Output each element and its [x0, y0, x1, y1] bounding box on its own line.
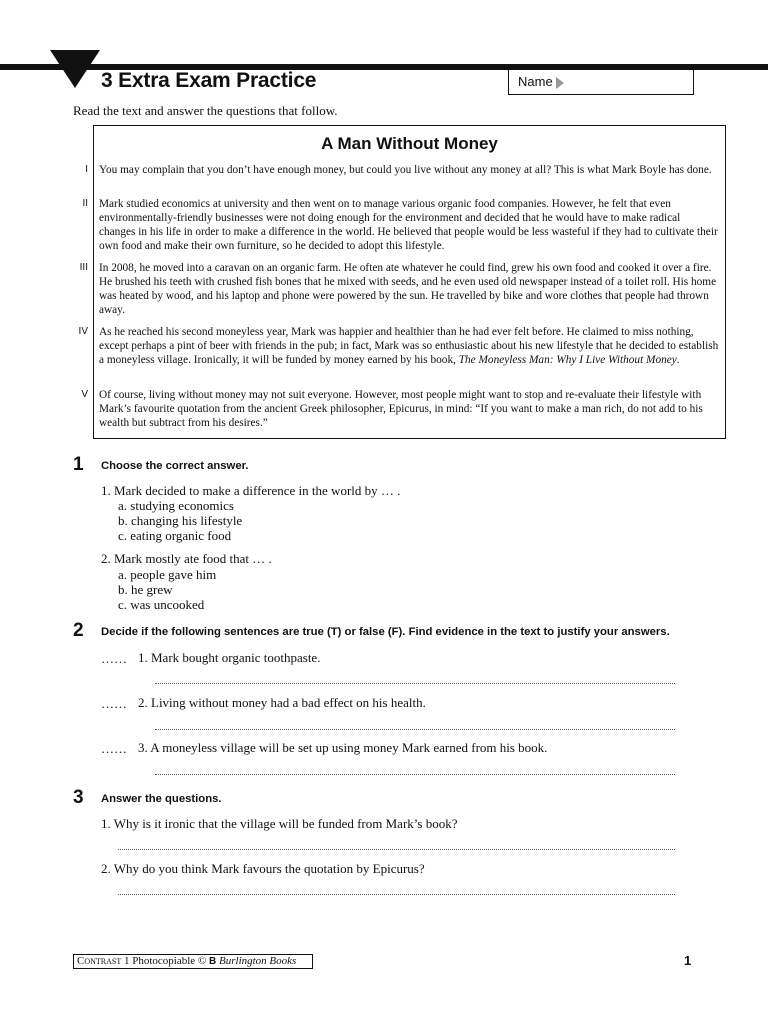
- paragraph-number: I: [85, 164, 88, 175]
- question-text: 1. Why is it ironic that the village will be funded from Mark’s book?: [101, 816, 458, 831]
- paragraph-text: [99, 325, 719, 367]
- answer-option[interactable]: c. was uncooked: [118, 597, 205, 612]
- answer-line[interactable]: [118, 894, 675, 895]
- page-title: 3 Extra Exam Practice: [101, 69, 317, 92]
- publisher-name: Burlington Books: [219, 955, 297, 967]
- sentence-end: .: [676, 354, 680, 366]
- paragraph-text: Mark studied economics at university and then went on to manage various organic food companies. However, he felt that even environmentally-friendly businesses were not doing enough for the environment and decided that he would have to make radical changes in his life in order to make a difference in the world. He believed that people would be less wasteful if they had to cultivate their own food and make their own furniture, so he decided to adopt this lifestyle.: [99, 198, 718, 252]
- answer-option[interactable]: a. people gave him: [118, 567, 217, 582]
- question-text: 2. Mark mostly ate food that … .: [101, 551, 272, 566]
- paragraph-number: II: [82, 198, 88, 209]
- photocopiable-text: Photocopiable ©: [132, 955, 207, 967]
- true-false-blank[interactable]: ……: [101, 696, 127, 711]
- page-number: 1: [684, 953, 692, 968]
- answer-line[interactable]: [155, 729, 675, 730]
- statement-text: 2. Living without money had a bad effect on his health.: [138, 695, 426, 710]
- publisher-logo-icon: B: [209, 956, 217, 967]
- book-title: The Moneyless Man: Why I Live Without Money: [458, 354, 677, 366]
- arrow-right-icon: [556, 77, 564, 89]
- statement-text: 3. A moneyless village will be set up using money Mark earned from his book.: [138, 740, 548, 755]
- instructions-text: Read the text and answer the questions that follow.: [73, 103, 338, 118]
- answer-option[interactable]: c. eating organic food: [118, 528, 232, 543]
- question-text: 2. Why do you think Mark favours the quotation by Epicurus?: [101, 861, 425, 876]
- statement-text: 1. Mark bought organic toothpaste.: [138, 650, 321, 665]
- paragraph-number: III: [79, 262, 88, 273]
- question-text: 1. Mark decided to make a difference in the world by … .: [101, 483, 401, 498]
- answer-option[interactable]: a. studying economics: [118, 498, 234, 513]
- corner-triangle-icon: [50, 50, 100, 88]
- paragraph-text: Of course, living without money may not suit everyone. However, most people might want to stop and re-evaluate their lifestyle with Mark’s favourite quotation from the ancient Greek philosopher, Epicurus, in mind: “If you want to make a man rich, do not add to his wealth but subtract from his desires.”: [99, 389, 703, 429]
- exercise-number: 1: [73, 454, 84, 475]
- exercise-instruction: Decide if the following sentences are true (T) or false (F). Find evidence in the text to justify your answers.: [101, 626, 670, 638]
- exercise-number: 2: [73, 620, 84, 641]
- paragraph-body: As he reached his second moneyless year, Mark was happier and healthier than he had ever felt before. He claimed to miss nothing, except perhaps a pint of beer with friends in the pub; in fact, Mark was so enthusiastic about his new lifestyle that he decided to establish a moneyless village. Ironically, it will be funded by money earned by his book,: [99, 326, 719, 366]
- exercise-number: 3: [73, 787, 84, 808]
- exercise-instruction: Choose the correct answer.: [101, 460, 249, 472]
- name-label: Name: [518, 74, 553, 89]
- answer-line[interactable]: [118, 849, 675, 850]
- footer-copyright: [73, 954, 313, 969]
- reading-title: A Man Without Money: [321, 134, 498, 153]
- paragraph-number: IV: [78, 326, 88, 337]
- answer-line[interactable]: [155, 683, 675, 684]
- answer-option[interactable]: b. changing his lifestyle: [118, 513, 243, 528]
- paragraph-text: In 2008, he moved into a caravan on an organic farm. He often ate whatever he could find, grew his own food and cooked it over a fire. He brushed his teeth with crushed fish bones that he mixed with seeds, and he even used old newspaper instead of a toilet roll. His home was heated by wood, and his laptop and phone were powered by the sun. He travelled by bike and wore clothes that people had thrown away.: [99, 262, 717, 316]
- name-field[interactable]: [508, 69, 694, 95]
- true-false-blank[interactable]: ……: [101, 651, 127, 666]
- true-false-blank[interactable]: ……: [101, 741, 127, 756]
- exercise-instruction: Answer the questions.: [101, 793, 222, 805]
- answer-line[interactable]: [155, 774, 675, 775]
- paragraph-text: You may complain that you don’t have enough money, but could you live without any money at all? This is what Mark Boyle has done.: [99, 164, 712, 176]
- answer-option[interactable]: b. he grew: [118, 582, 173, 597]
- series-name: Contrast 1: [77, 955, 130, 967]
- paragraph-number: V: [81, 389, 88, 400]
